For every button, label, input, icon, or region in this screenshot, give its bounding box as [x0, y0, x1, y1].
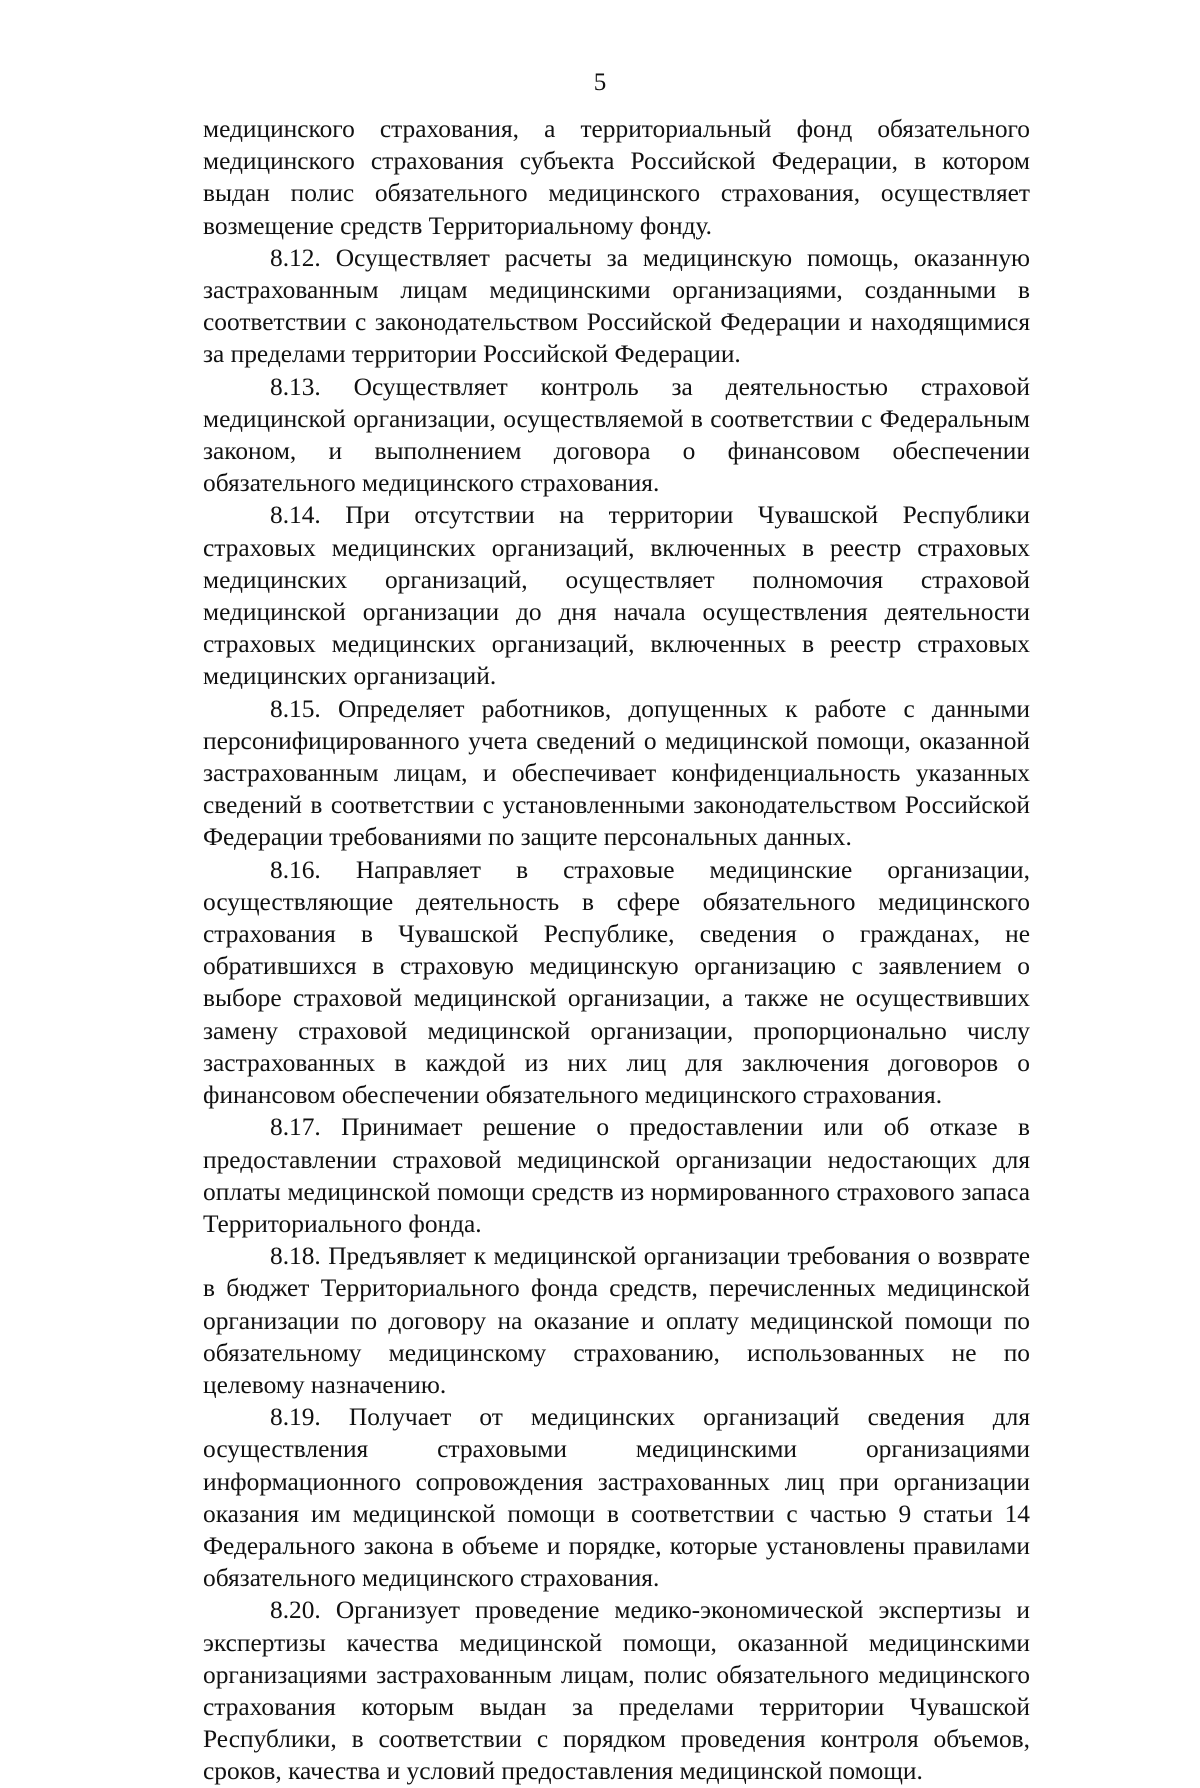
paragraph-continuation: медицинского страхования, а территориальный фонд обязательного медицинского страхования субъекта Российской Федерации, в котором выдан полис обязательного медицинского страхования, осуществляет возмещение средств Территориальному фонду.: [203, 115, 1030, 240]
paragraph-8-19: 8.19. Получает от медицинских организаций сведения для осуществления страховыми медицинскими организациями информационного сопровождения застрахованных лиц при организации оказания им медицинской помощи в соответствии с частью 9 статьи 14 Федерального закона в объеме и порядке, которые установлены правилами обязательного медицинского страхования.: [203, 1403, 1030, 1593]
paragraph-8-15: 8.15. Определяет работников, допущенных к работе с данными персонифицированного учета сведений о медицинской помощи, оказанной застрахованным лицам, и обеспечивает конфиденциальность указанных сведений в соответствии с установленными законодательством Российской Федерации требованиями по защите персональных данных.: [203, 694, 1030, 852]
paragraph-8-16: 8.16. Направляет в страховые медицинские организации, осуществляющие деятельность в сфере обязательного медицинского страхования в Чувашской Республике, сведения о гражданах, не обратившихся в страховую медицинскую организацию с заявлением о выборе страховой медицинской организации, а также не осуществивших замену страховой медицинской организации, пропорционально числу застрахованных в каждой из них лиц для заключения договоров о финансовом обеспечении обязательного медицинского страхования.: [203, 855, 1030, 1110]
paragraph-8-13: 8.13. Осуществляет контроль за деятельностью страховой медицинской организации, осуществляемой в соответствии с Федеральным законом, и выполнением договора о финансовом обеспечении обязательного медицинского страхования.: [203, 372, 1030, 498]
paragraph-8-20: 8.20. Организует проведение медико-экономической экспертизы и экспертизы качества медицинской помощи, оказанной медицинскими организациями застрахованным лицам, полис обязательного медицинского страхования которым выдан за пределами территории Чувашской Республики, в соответствии с порядком проведения контроля объемов, сроков, качества и условий предоставления медицинской помощи.: [203, 1596, 1030, 1786]
paragraph-8-17: 8.17. Принимает решение о предоставлении или об отказе в предоставлении страховой медицинской организации недостающих для оплаты медицинской помощи средств из нормированного страхового запаса Территориального фонда.: [203, 1113, 1030, 1238]
paragraph-8-18: 8.18. Предъявляет к медицинской организации требования о возврате в бюджет Территориального фонда средств, перечисленных медицинской организации по договору на оказание и оплату медицинской помощи по обязательному медицинскому страхованию, использованных не по целевому назначению.: [203, 1242, 1030, 1399]
page-number: 5: [593, 69, 607, 96]
document-body: [203, 113, 1030, 1788]
paragraph-8-14: 8.14. При отсутствии на территории Чувашской Республики страховых медицинских организаций, включенных в реестр страховых медицинских организаций, осуществляет полномочия страховой медицинской организации до дня начала осуществления деятельности страховых медицинских организаций, включенных в реестр страховых медицинских организаций.: [203, 501, 1030, 691]
paragraph-8-12: 8.12. Осуществляет расчеты за медицинскую помощь, оказанную застрахованным лицам медицинскими организациями, созданными в соответствии с законодательством Российской Федерации и находящимися за пределами территории Российской Федерации.: [203, 243, 1030, 369]
